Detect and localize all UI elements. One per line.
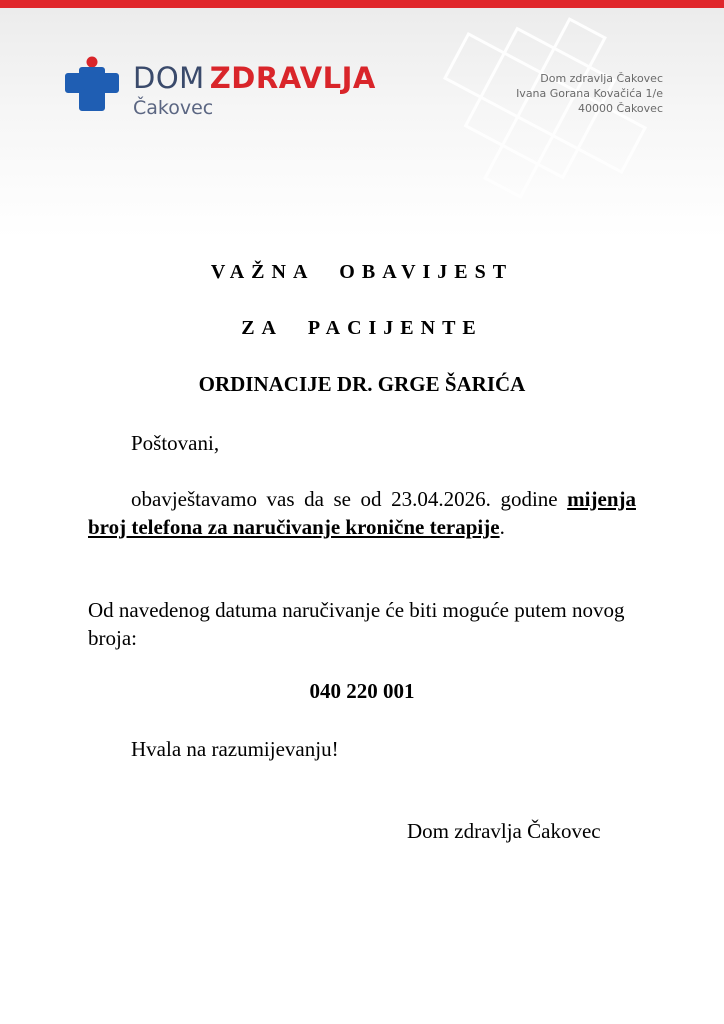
- address-line-name: Dom zdravlja Čakovec: [540, 72, 663, 85]
- logo-cross-icon: [64, 56, 120, 112]
- new-phone-number: 040 220 001: [309, 679, 415, 703]
- sender-address: [516, 71, 663, 116]
- announcement-paragraph: [88, 485, 636, 541]
- greeting: Poštovani,: [131, 431, 220, 455]
- instruction-paragraph: Od navedenog datuma naručivanje će biti moguće putem novog broja:: [88, 598, 625, 650]
- notice-title: VAŽNA OBAVIJEST: [210, 261, 514, 283]
- thanks-line: Hvala na razumijevanju!: [131, 737, 339, 761]
- address-line-street: Ivana Gorana Kovačića 1/e: [516, 87, 663, 100]
- notice-subtitle: ZA PACIJENTE: [241, 317, 483, 339]
- office-title: ORDINACIJE DR. GRGE ŠARIĆA: [198, 372, 526, 396]
- top-accent-bar: [0, 0, 724, 8]
- address-line-city: 40000 Čakovec: [578, 102, 663, 115]
- logo-wordmark: [133, 61, 376, 119]
- logo-zdravlja-text: ZDRAVLJA: [209, 61, 376, 95]
- announcement-intro: obavještavamo vas da se od 23.04.2026. godine: [131, 487, 568, 511]
- signature: Dom zdravlja Čakovec: [407, 819, 601, 843]
- announcement-emphasis: mijenja broj telefona za naručivanje kronične terapije: [88, 487, 636, 539]
- logo-city-text: Čakovec: [133, 97, 214, 119]
- announcement-period: .: [499, 515, 505, 539]
- logo-dom-text: DOM: [133, 61, 205, 95]
